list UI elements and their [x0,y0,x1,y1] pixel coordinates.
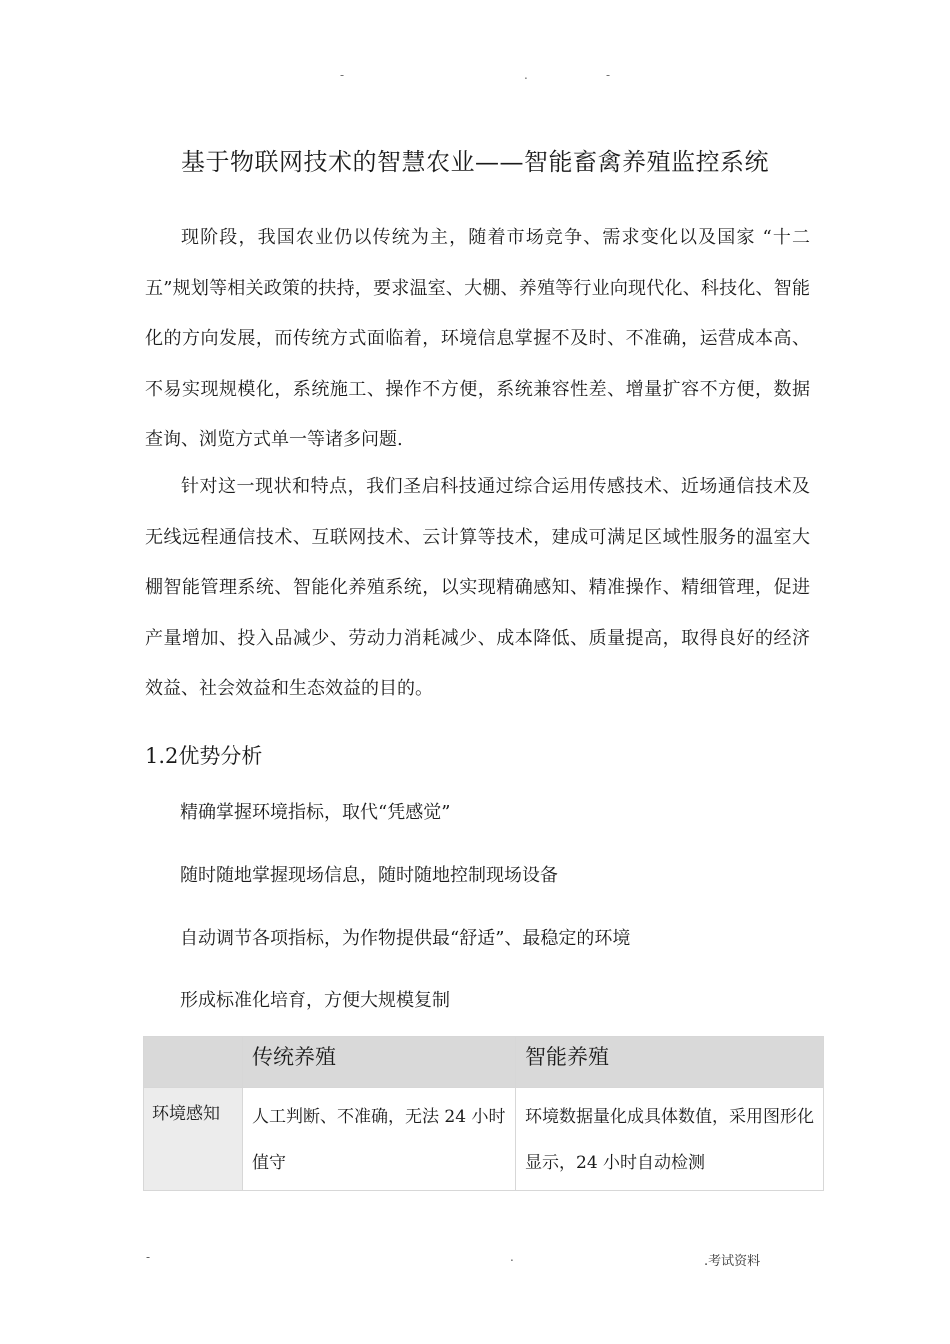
footer-mark-left: - [146,1250,151,1264]
table-cell-traditional: 人工判断、不准确，无法 24 小时值守 [243,1088,516,1191]
table-cell-smart: 环境数据量化成具体数值，采用图形化显示，24 小时自动检测 [516,1088,824,1191]
advantage-item: 自动调节各项指标，为作物提供最“舒适”、最稳定的环境 [180,928,631,949]
footer-label: .考试资料 [704,1254,761,1269]
table-header-corner [144,1037,243,1088]
footer-mark-center: . [510,1250,514,1264]
advantage-item: 形成标准化培育，方便大规模复制 [180,990,450,1011]
paragraph-solution: 针对这一现状和特点，我们圣启科技通过综合运用传感技术、近场通信技术及无线远程通信技术、互联网技术、云计算等技术，建成可满足区域性服务的温室大棚智能管理系统、智能化养殖系统，以实现精确感知、精准操作、精细管理，促进产量增加、投入品减少、劳动力消耗减少、成本降低、质量提高，取得良好的经济效益、社会效益和生态效益的目的。 [145,476,810,699]
table-row-label: 环境感知 [144,1088,243,1191]
advantage-item: 随时随地掌握现场信息，随时随地控制现场设备 [180,865,558,886]
table-header-smart: 智能养殖 [516,1037,824,1088]
header-mark-left: - [340,68,345,82]
header-mark-center: . [524,68,528,82]
header-mark-right: - [606,68,611,82]
table-header-traditional: 传统养殖 [243,1037,516,1088]
table-header-row [144,1037,824,1088]
table-row [144,1088,824,1191]
document-title: 基于物联网技术的智慧农业——智能畜禽养殖监控系统 [181,148,769,176]
comparison-table [143,1036,824,1191]
paragraph-intro: 现阶段，我国农业仍以传统为主，随着市场竞争、需求变化以及国家 “十二五”规划等相关政策的扶持，要求温室、大棚、养殖等行业向现代化、科技化、智能化的方向发展，而传统方式面临着，环境信息掌握不及时、不准确，运营成本高、不易实现规模化，系统施工、操作不方便，系统兼容性差、增量扩容不方便，数据查询、浏览方式单一等诸多问题. [145,227,810,450]
section-heading: 1.2优势分析 [145,744,263,768]
advantage-item: 精确掌握环境指标，取代“凭感觉” [180,802,451,823]
